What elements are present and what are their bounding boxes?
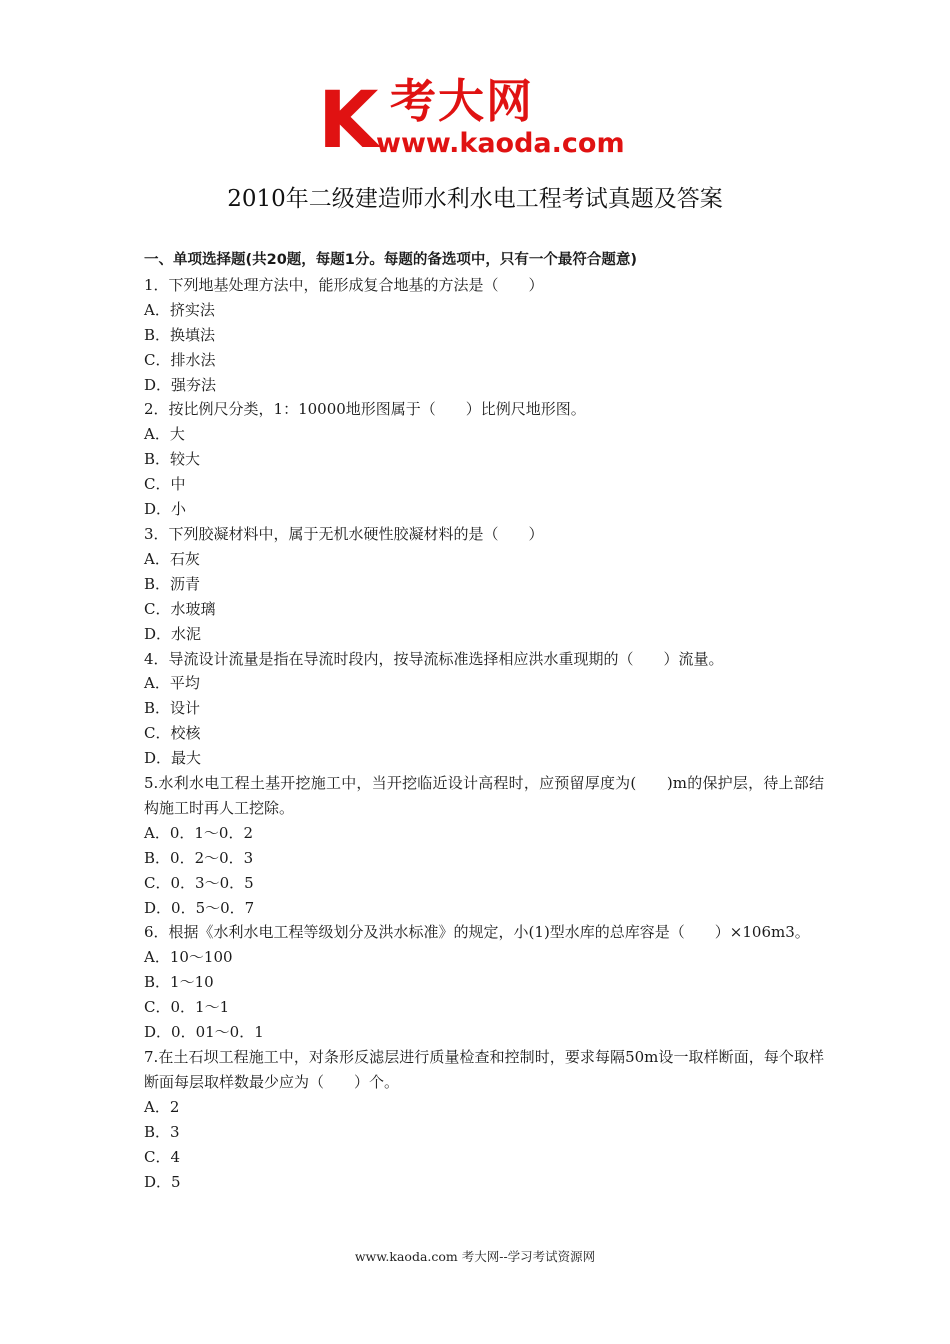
question-option: B．沥青: [144, 574, 201, 593]
question-option: C．中: [144, 475, 186, 494]
question-option: C．排水法: [144, 350, 216, 369]
document-body: [144, 248, 824, 1194]
question-stem: 5.水利水电工程土基开挖施工中，当开挖临近设计高程时，应预留厚度为( )m的保护层，待上部结构施工时再人工挖除。: [144, 774, 824, 817]
kaoda-logo: [318, 74, 640, 166]
question-stem: 3．下列胶凝材料中，属于无机水硬性胶凝材料的是（ ）: [144, 524, 544, 543]
question-block: [144, 397, 824, 522]
question-block: [144, 1045, 824, 1194]
question-stem: 4．导流设计流量是指在导流时段内，按导流标准选择相应洪水重现期的（ ）流量。: [144, 649, 724, 668]
question-option: C．校核: [144, 724, 201, 743]
question-stem: 2．按比例尺分类，1：10000地形图属于（ ）比例尺地形图。: [144, 400, 586, 419]
question-block: [144, 522, 824, 647]
question-stem: 6．根据《水利水电工程等级划分及洪水标准》的规定，小(1)型水库的总库容是（ ）×106m3。: [144, 923, 810, 942]
question-option: C．0．1～1: [144, 998, 230, 1017]
question-option: D．强夯法: [144, 375, 217, 394]
question-option: D．最大: [144, 749, 202, 768]
question-option: B．设计: [144, 699, 201, 718]
question-option: A．挤实法: [144, 300, 215, 319]
question-list: [144, 273, 824, 1195]
section-heading: 一、单项选择题(共20题，每题1分。每题的备选项中，只有一个最符合题意): [144, 252, 638, 268]
question-option: D．小: [144, 500, 187, 519]
question-block: [144, 647, 824, 772]
question-option: D．0．01～0．1: [144, 1023, 264, 1042]
logo-url: www.kaoda.com: [376, 128, 625, 159]
page-footer: www.kaoda.com 考大网--学习考试资源网: [354, 1249, 596, 1264]
question-option: C．0．3～0．5: [144, 873, 254, 892]
question-option: A．平均: [144, 674, 200, 693]
question-option: D．5: [144, 1172, 181, 1191]
question-option: A．0．1～0．2: [144, 823, 254, 842]
question-option: B．0．2～0．3: [144, 848, 254, 867]
question-option: D．0．5～0．7: [144, 898, 255, 917]
document-title: 2010年二级建造师水利水电工程考试真题及答案: [227, 186, 723, 212]
question-block: [144, 771, 824, 920]
question-stem: 7.在土石坝工程施工中，对条形反滤层进行质量检查和控制时，要求每隔50m设一取样断面，每个取样断面每层取样数最少应为（ ）个。: [144, 1048, 824, 1091]
question-option: B．3: [144, 1122, 180, 1141]
question-option: C．水玻璃: [144, 599, 216, 618]
question-option: A．2: [144, 1097, 180, 1116]
question-option: A．石灰: [144, 549, 200, 568]
question-option: B．较大: [144, 450, 201, 469]
logo-k-mark: K: [318, 76, 377, 166]
question-block: [144, 273, 824, 398]
question-stem: 1．下列地基处理方法中，能形成复合地基的方法是（ ）: [144, 275, 544, 294]
question-option: C．4: [144, 1147, 181, 1166]
question-option: B．1～10: [144, 973, 214, 992]
question-option: A．大: [144, 425, 185, 444]
question-option: A．10～100: [144, 948, 233, 967]
question-option: D．水泥: [144, 624, 202, 643]
question-block: [144, 920, 824, 1045]
logo-site-name: 考大网: [390, 74, 534, 128]
question-option: B．换填法: [144, 325, 216, 344]
